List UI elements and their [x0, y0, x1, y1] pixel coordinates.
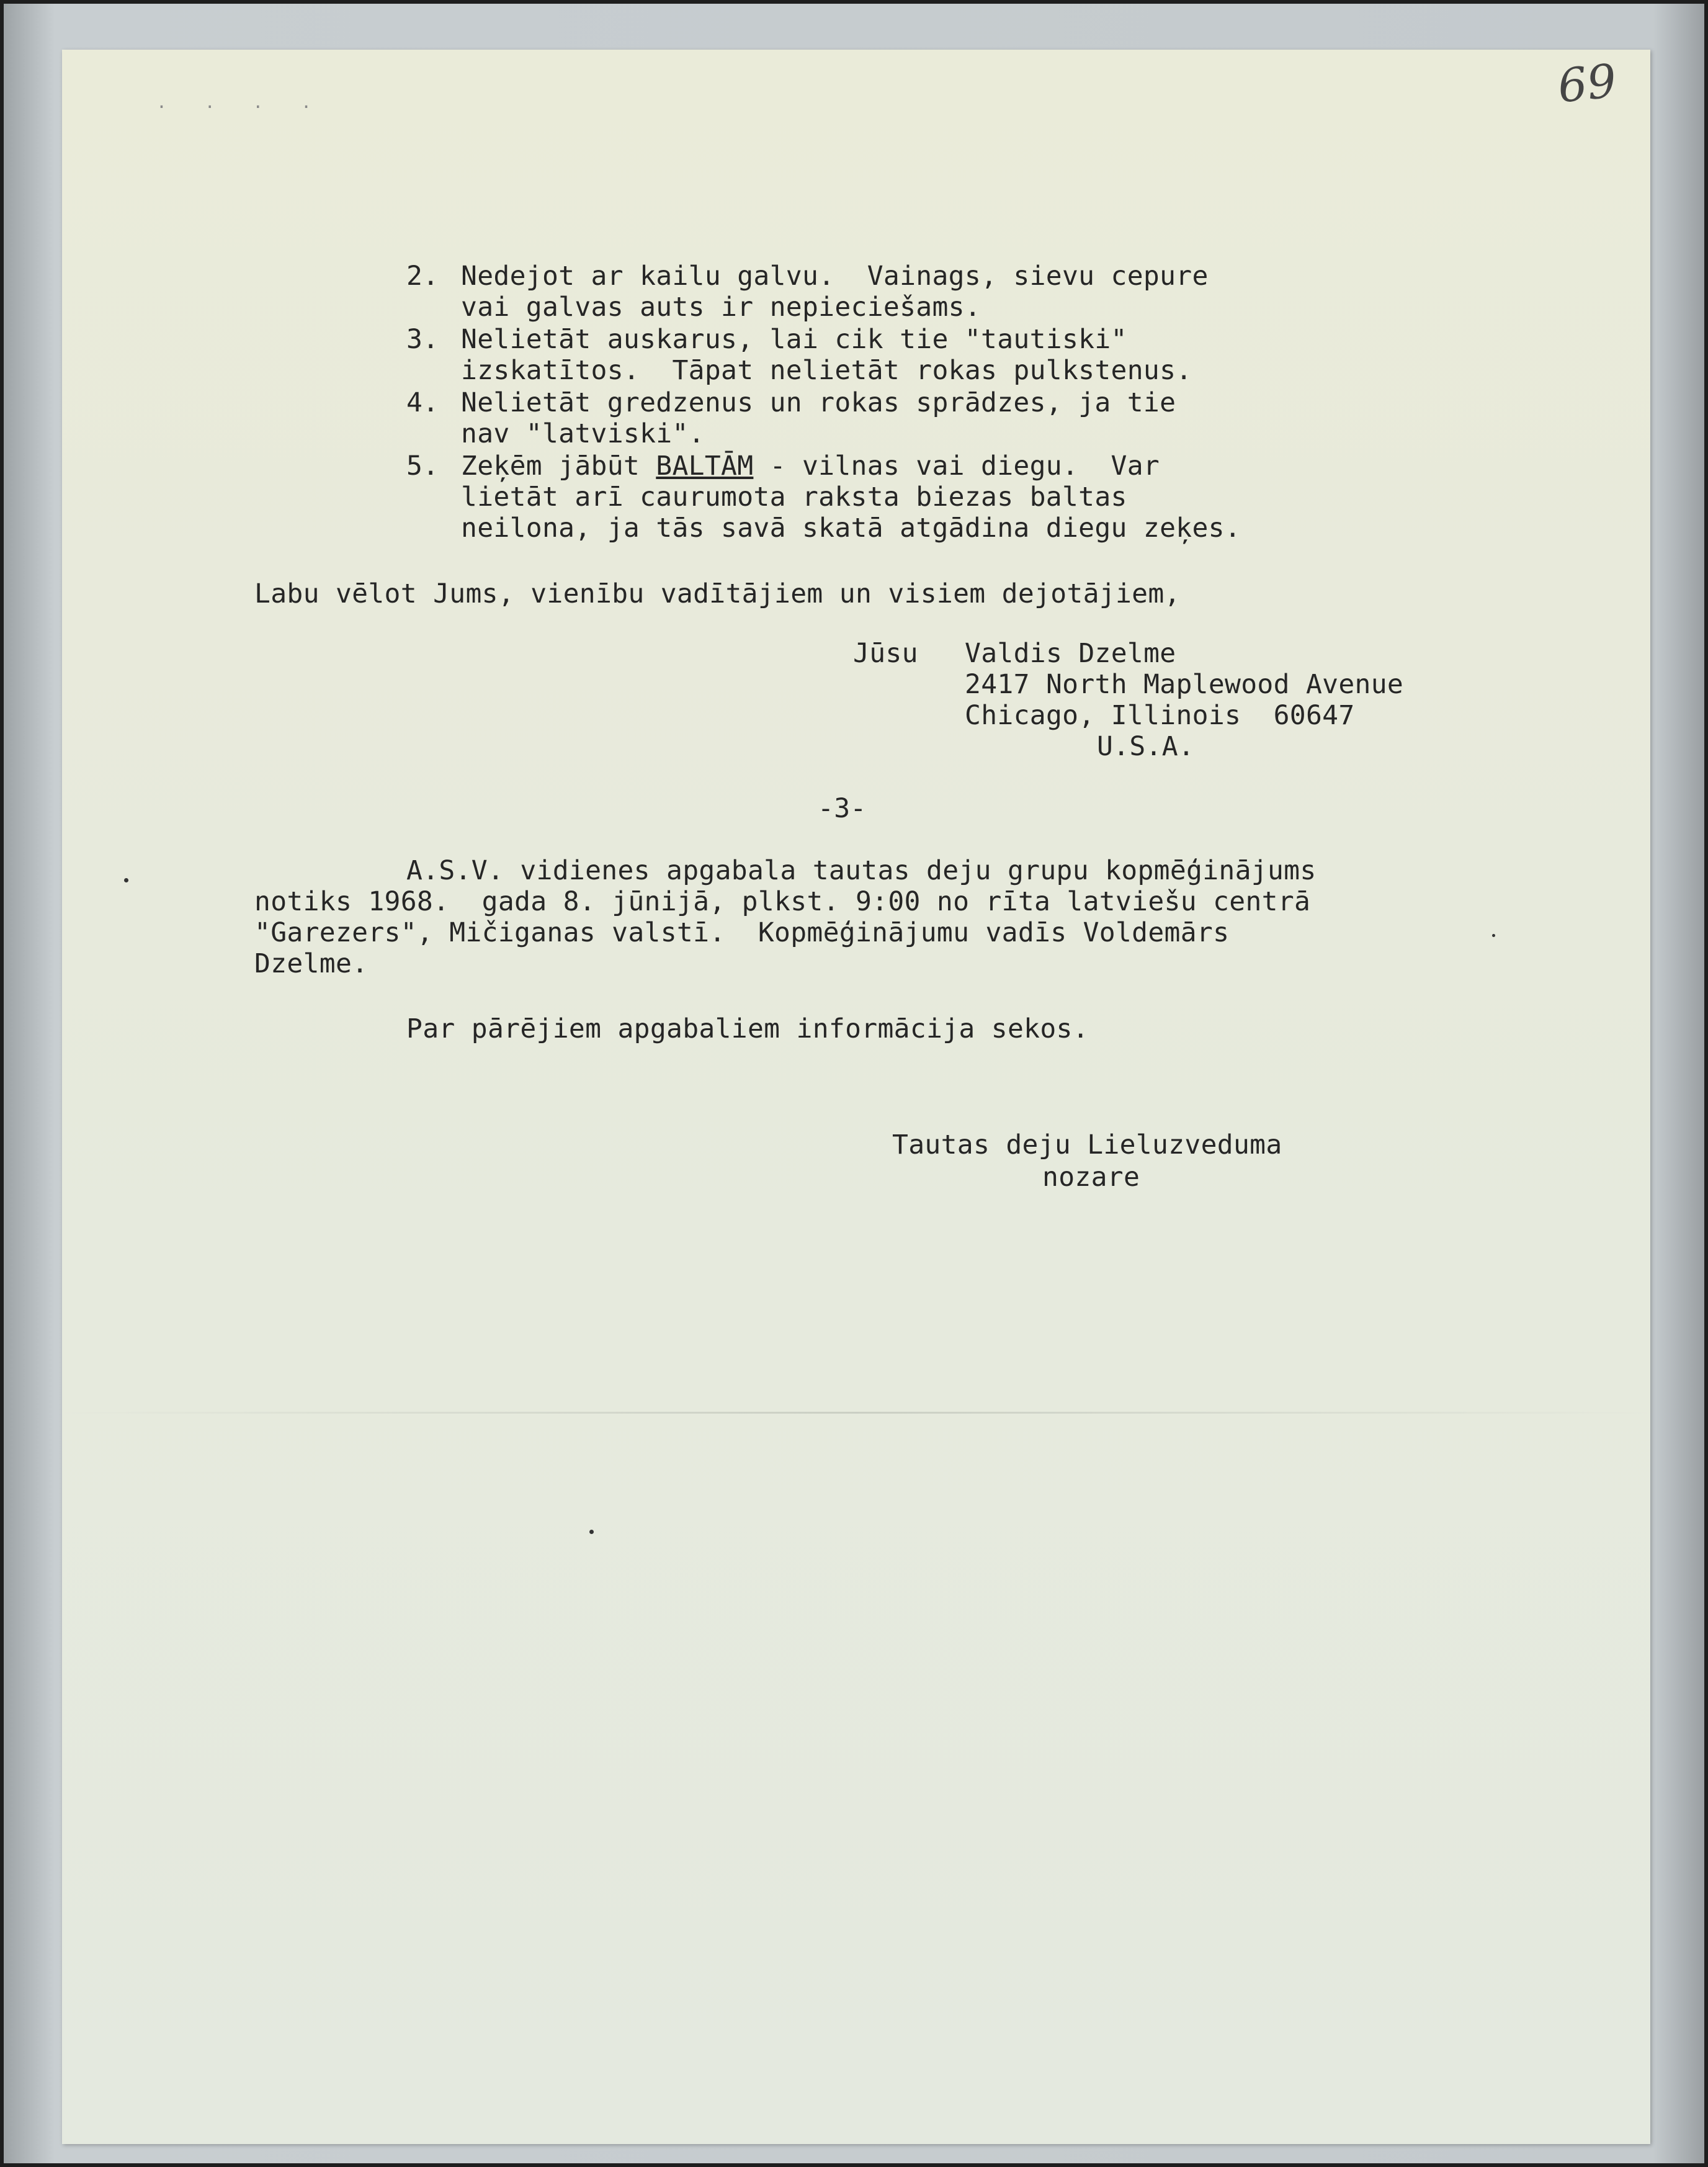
list-item-number: 4.: [406, 387, 439, 418]
list-item-number: 2.: [406, 261, 439, 292]
speck: [1492, 934, 1495, 937]
page-number: 69: [1555, 54, 1619, 114]
list-item-line: vai galvas auts ir nepieciešams.: [461, 292, 981, 323]
signature-prefix: Jūsu: [853, 638, 918, 669]
signature-street: 2417 North Maplewood Avenue: [965, 669, 1404, 700]
announcement-line: "Garezers", Mičiganas valstī. Kopmēģinājumu vadīs Voldemārs: [254, 917, 1230, 948]
closing-greeting: Labu vēlot Jums, vienību vadītājiem un visiem dejotājiem,: [254, 578, 1181, 609]
list-item-line: neilona, ja tās savā skatā atgādina diegu zeķes.: [461, 513, 1241, 544]
sender-line: Tautas deju Lieluzveduma: [892, 1129, 1282, 1160]
section-marker: -3-: [818, 793, 867, 824]
signature-city: Chicago, Illinois 60647: [965, 700, 1355, 731]
list-item-line: nav "latviski".: [461, 418, 705, 449]
list-item-text: - vilnas vai diegu. Var: [753, 451, 1160, 482]
list-item-line: lietāt arī caurumota raksta biezas baltas: [461, 482, 1127, 513]
list-item-line: Nelietāt auskarus, lai cik tie "tautiski": [461, 324, 1127, 355]
document-page: [62, 50, 1650, 2144]
speck: [124, 878, 128, 882]
announcement-line: notiks 1968. gada 8. jūnijā, plkst. 9:00 no rīta latviešu centrā: [254, 886, 1311, 917]
list-item-text: Zeķēm jābūt: [461, 451, 656, 482]
paper-fold: [62, 1412, 1650, 1414]
list-item-line: Nedejot ar kailu galvu. Vainags, sievu cepure: [461, 261, 1209, 292]
list-item-line: Nelietāt gredzenus un rokas sprādzes, ja tie: [461, 387, 1176, 418]
signature-country: U.S.A.: [1097, 731, 1195, 762]
sender-line: nozare: [1042, 1162, 1140, 1193]
speck: [589, 1530, 594, 1534]
signature-name: Valdis Dzelme: [965, 638, 1176, 669]
list-item-number: 3.: [406, 324, 439, 355]
list-item-line: izskatītos. Tāpat nelietāt rokas pulkstenus.: [461, 355, 1192, 386]
other-regions-note: Par pārējiem apgabaliem informācija sekos.: [406, 1013, 1089, 1044]
underlined-word: BALTĀM: [656, 451, 754, 482]
margin-marks: . . . .: [156, 92, 326, 112]
announcement-line: Dzelme.: [254, 948, 369, 979]
list-item-line: [461, 451, 1160, 482]
announcement-line: A.S.V. vidienes apgabala tautas deju grupu kopmēģinājums: [406, 855, 1317, 886]
list-item-number: 5.: [406, 451, 439, 482]
